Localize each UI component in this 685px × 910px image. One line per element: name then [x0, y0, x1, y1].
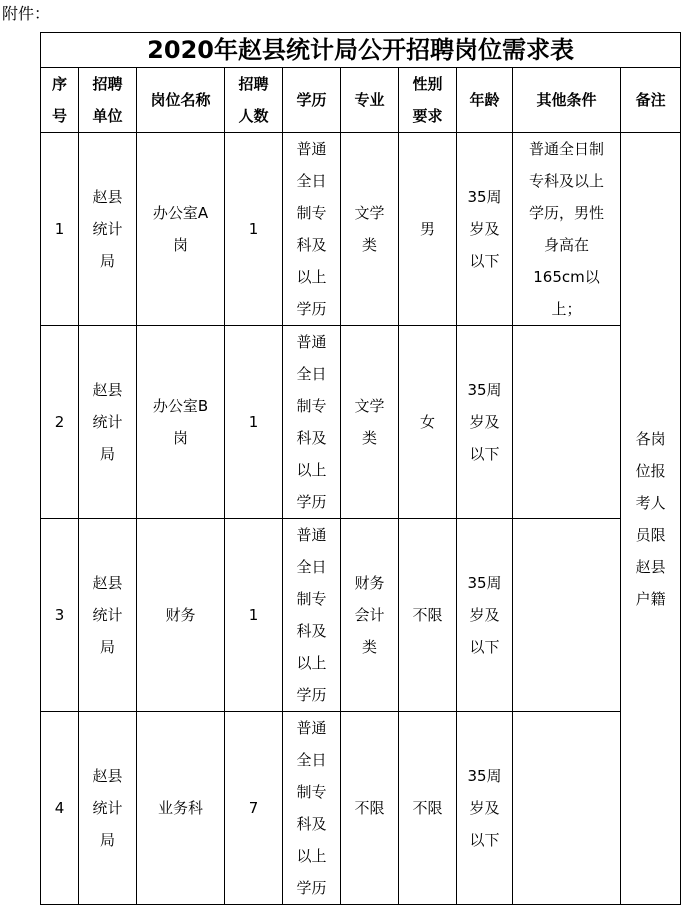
cell-position — [137, 133, 225, 326]
header-gender-text: 性别 要求 — [412, 75, 443, 125]
cell-seq: 4 — [41, 712, 79, 905]
header-seq-text: 序 号 — [51, 75, 67, 125]
age-text: 35周 岁及 以下 — [467, 188, 502, 270]
major-text: 文学 类 — [354, 397, 385, 447]
major-text: 文学 类 — [354, 204, 385, 254]
cell-unit — [79, 712, 137, 905]
age-text: 35周 岁及 以下 — [467, 767, 502, 849]
header-other: 其他条件 — [513, 68, 621, 133]
header-note: 备注 — [621, 68, 681, 133]
cell-age — [457, 712, 513, 905]
unit-text: 赵县 统计 局 — [92, 767, 123, 849]
table-row — [41, 133, 681, 326]
cell-gender: 不限 — [399, 712, 457, 905]
cell-gender: 女 — [399, 326, 457, 519]
cell-count: 1 — [225, 519, 283, 712]
cell-education — [283, 712, 341, 905]
cell-gender: 男 — [399, 133, 457, 326]
other-text: 普通全日制 专科及以上 学历，男性 身高在 165cm以 上； — [528, 140, 604, 318]
cell-note — [621, 133, 681, 905]
cell-unit — [79, 133, 137, 326]
education-text: 普通 全日 制专 科及 以上 学历 — [296, 526, 327, 704]
header-gender — [399, 68, 457, 133]
cell-unit — [79, 326, 137, 519]
unit-text: 赵县 统计 局 — [92, 188, 123, 270]
cell-unit — [79, 519, 137, 712]
cell-education — [283, 133, 341, 326]
cell-major — [341, 519, 399, 712]
cell-seq: 2 — [41, 326, 79, 519]
table-row — [41, 712, 681, 905]
education-text: 普通 全日 制专 科及 以上 学历 — [296, 333, 327, 511]
header-major: 专业 — [341, 68, 399, 133]
major-text: 财务 会计 类 — [354, 574, 385, 656]
cell-major — [341, 133, 399, 326]
position-text: 办公室A 岗 — [152, 204, 209, 254]
unit-text: 赵县 统计 局 — [92, 381, 123, 463]
cell-education — [283, 519, 341, 712]
header-education: 学历 — [283, 68, 341, 133]
position-text: 财务 — [165, 606, 196, 624]
attachment-label: 附件： — [2, 4, 51, 23]
cell-count: 1 — [225, 133, 283, 326]
cell-count: 1 — [225, 326, 283, 519]
age-text: 35周 岁及 以下 — [467, 574, 502, 656]
major-text: 不限 — [354, 799, 385, 817]
header-position: 岗位名称 — [137, 68, 225, 133]
cell-seq: 3 — [41, 519, 79, 712]
age-text: 35周 岁及 以下 — [467, 381, 502, 463]
cell-education — [283, 326, 341, 519]
cell-other — [513, 519, 621, 712]
education-text: 普通 全日 制专 科及 以上 学历 — [296, 719, 327, 897]
header-count-text: 招聘 人数 — [238, 75, 269, 125]
cell-position — [137, 519, 225, 712]
cell-count: 7 — [225, 712, 283, 905]
header-age: 年龄 — [457, 68, 513, 133]
cell-other — [513, 712, 621, 905]
cell-age — [457, 326, 513, 519]
header-row — [41, 68, 681, 133]
header-seq — [41, 68, 79, 133]
cell-age — [457, 133, 513, 326]
cell-age — [457, 519, 513, 712]
header-unit-text: 招聘 单位 — [92, 75, 123, 125]
header-count — [225, 68, 283, 133]
cell-position — [137, 326, 225, 519]
header-unit — [79, 68, 137, 133]
cell-seq: 1 — [41, 133, 79, 326]
education-text: 普通 全日 制专 科及 以上 学历 — [296, 140, 327, 318]
cell-major — [341, 712, 399, 905]
cell-position — [137, 712, 225, 905]
cell-other — [513, 326, 621, 519]
note-text: 各岗 位报 考人 员限 赵县 户籍 — [635, 429, 666, 608]
cell-major — [341, 326, 399, 519]
table-row — [41, 326, 681, 519]
unit-text: 赵县 统计 局 — [92, 574, 123, 656]
cell-gender: 不限 — [399, 519, 457, 712]
table-title: 2020年赵县统计局公开招聘岗位需求表 — [41, 33, 681, 68]
table-row — [41, 519, 681, 712]
position-text: 办公室B 岗 — [152, 397, 209, 447]
job-requirements-table — [40, 32, 681, 905]
cell-other — [513, 133, 621, 326]
position-text: 业务科 — [157, 799, 203, 817]
